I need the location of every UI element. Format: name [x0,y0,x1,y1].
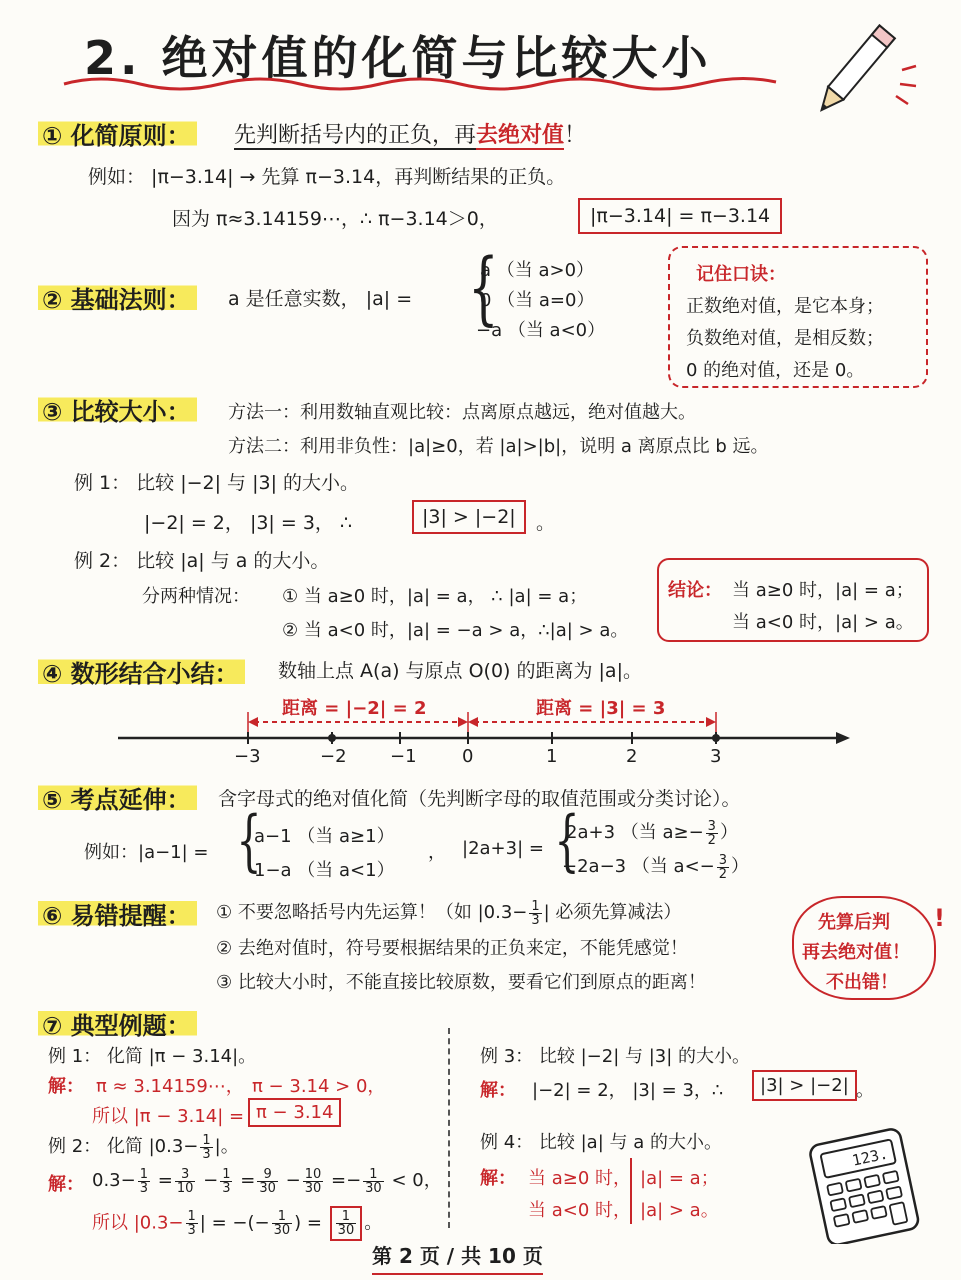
calculator-icon [804,1128,924,1244]
page-title: 2. 绝对值的化简与比较大小 [84,31,712,85]
problem-2-question: 例 2： 化简 |0.3− $\frac{1}{3}$ |。 [48,1132,239,1162]
extension-case-2a: 2a+3 （当 a≥− $\frac{3}{2}$ ） [566,818,738,848]
pencil-icon [784,22,934,112]
example-1-answer: |3| > |−2| [412,500,526,534]
brace-icon: { [236,802,262,879]
calculator-display: 123. [850,1144,890,1170]
section-6-heading: ⑥ 易错提醒： [38,896,197,931]
section-4-text: 数轴上点 A(a) 与原点 O(0) 的距离为 |a|。 [278,660,642,682]
problem-4-case-2: 当 a<0 时， [528,1200,632,1221]
case-2: ② 当 a<0 时，|a| = −a > a，∴|a| > a。 [282,620,629,641]
problem-4-question: 例 4： 比较 |a| 与 a 的大小。 [480,1132,722,1153]
title-underline [60,70,780,94]
reminder-3: ③ 比较大小时，不能直接比较原数，要看它们到原点的距离！ [216,972,706,993]
section-1-because: 因为 π≈3.14159⋯，∴ π−3.14＞0， [172,208,498,230]
column-divider [448,1028,450,1228]
problem-3-step: |−2| = 2， |3| = 3，∴ [532,1080,724,1101]
mnemonic-line-3: 0 的绝对值，还是 0。 [686,360,865,381]
section-1-example: 例如： |π−3.14| → 先算 π−3.14，再判断结果的正负。 [88,166,566,188]
method-1: 方法一：利用数轴直观比较：点离原点越远，绝对值越大。 [228,402,696,423]
section-4-heading: ④ 数形结合小结： [38,654,245,689]
tip-line-3: 不出错！ [826,972,898,993]
extension-lead-2: |2a+3| = [462,838,544,859]
problem-1-step-1b: π − 3.14 > 0， [252,1076,386,1097]
reminder-2: ② 去绝对值时，符号要根据结果的正负来定，不能凭感觉！ [216,938,688,959]
tick-label: −2 [320,746,347,767]
section-5-heading: ⑤ 考点延伸： [38,780,197,815]
answer-bar [630,1158,632,1224]
problem-3-question: 例 3： 比较 |−2| 与 |3| 的大小。 [480,1046,751,1067]
problem-1-step-2: 所以 |π − 3.14| = [92,1106,245,1127]
section-1-rule: 先判断括号内的正负，再去绝对值！ [234,123,587,148]
extension-lead-1: 例如：|a−1| = [84,842,209,863]
method-2: 方法二：利用非负性：|a|≥0，若 |a|>|b|，说明 a 离原点比 b 远。 [228,436,769,457]
problem-4-case-1: 当 a≥0 时， [528,1168,632,1189]
problem-3-answer: |3| > |−2| [752,1070,857,1101]
problem-2-step-2: 所以 |0.3− $\frac{1}{3}$ | = −(− $\frac{1}{30}$ ) = $\frac{1}{30}$ 。 [92,1206,382,1241]
extension-separator: ， [428,842,446,863]
problem-1-step-1a: π ≈ 3.14159⋯， [96,1076,244,1097]
tick-label: 3 [710,746,722,767]
tick-label: 0 [462,746,474,767]
section-2-heading: ② 基础法则： [38,280,197,315]
problem-1-answer: π − 3.14 [248,1098,341,1127]
extension-case-2b: −2a−3 （当 a<− $\frac{3}{2}$ ） [562,852,750,882]
example-1-question: 例 1： 比较 |−2| 与 |3| 的大小。 [74,472,360,494]
distance-label-right: 距离 = |3| = 3 [536,698,666,719]
solution-label: 解： [48,1174,84,1195]
section-1-heading: ① 化简原则： [38,116,197,151]
section-5-text: 含字母式的绝对值化简（先判断字母的取值范围或分类讨论）。 [218,788,741,810]
example-2-question: 例 2： 比较 |a| 与 a 的大小。 [74,550,330,572]
tick-label: 2 [626,746,638,767]
section-2-lead: a 是任意实数， |a| = [228,288,413,310]
problem-4-answer-1: |a| = a； [640,1168,719,1189]
brace-icon: { [554,802,580,879]
extension-case-1b: 1−a （当 a<1） [254,860,395,881]
page-number: 第 2 页 / 共 10 页 [372,1240,543,1275]
section-7-heading: ⑦ 典型例题： [38,1006,197,1041]
conclusion-label: 结论： [668,580,722,601]
conclusion-line-2: 当 a<0 时，|a| > a。 [732,612,914,633]
number-line [110,710,860,750]
solution-label: 解： [480,1080,516,1101]
case-zero: 0 （当 a=0） [480,290,595,311]
mnemonic-line-2: 负数绝对值，是相反数； [686,328,884,349]
tick-label: −1 [390,746,417,767]
case-positive: a （当 a>0） [480,260,595,281]
solution-label: 解： [48,1076,84,1097]
problem-4-answer-2: |a| > a。 [640,1200,719,1221]
brace-icon: { [468,241,499,334]
section-1-result: |π−3.14| = π−3.14 [578,198,782,234]
mnemonic-title: 记住口诀： [696,264,786,285]
cases-lead: 分两种情况： [142,586,250,607]
solution-label: 解： [480,1168,516,1189]
exclamation-icon: ! [934,904,945,932]
example-1-period: 。 [536,512,556,534]
extension-case-1a: a−1 （当 a≥1） [254,826,395,847]
example-1-calc: |−2| = 2， |3| = 3， ∴ [144,512,353,534]
distance-label-left: 距离 = |−2| = 2 [282,698,427,719]
problem-2-step-1: 0.3− $\frac{1}{3}$ = $\frac{3}{10}$ − $\frac{1}{3}$ = $\frac{9}{30}$ − $\frac{10}{30}$ =− $\frac{1}{30}$ < 0， [92,1166,442,1196]
case-1: ① 当 a≥0 时，|a| = a， ∴ |a| = a； [282,586,588,607]
reminder-1: ① 不要忽略括号内先运算！（如 |0.3− $\frac{1}{3}$ | 必须先算减法） [216,898,682,928]
tick-label: 1 [546,746,558,767]
section-3-heading: ③ 比较大小： [38,392,197,427]
problem-3-period: 。 [856,1080,874,1101]
case-negative: −a （当 a<0） [476,320,606,341]
problem-1-question: 例 1： 化简 |π − 3.14|。 [48,1046,257,1067]
conclusion-line-1: 当 a≥0 时，|a| = a； [732,580,914,601]
mnemonic-line-1: 正数绝对值，是它本身； [686,296,884,317]
tick-label: −3 [234,746,261,767]
tip-line-1: 先算后判 [818,912,890,933]
tip-line-2: 再去绝对值！ [802,942,910,963]
